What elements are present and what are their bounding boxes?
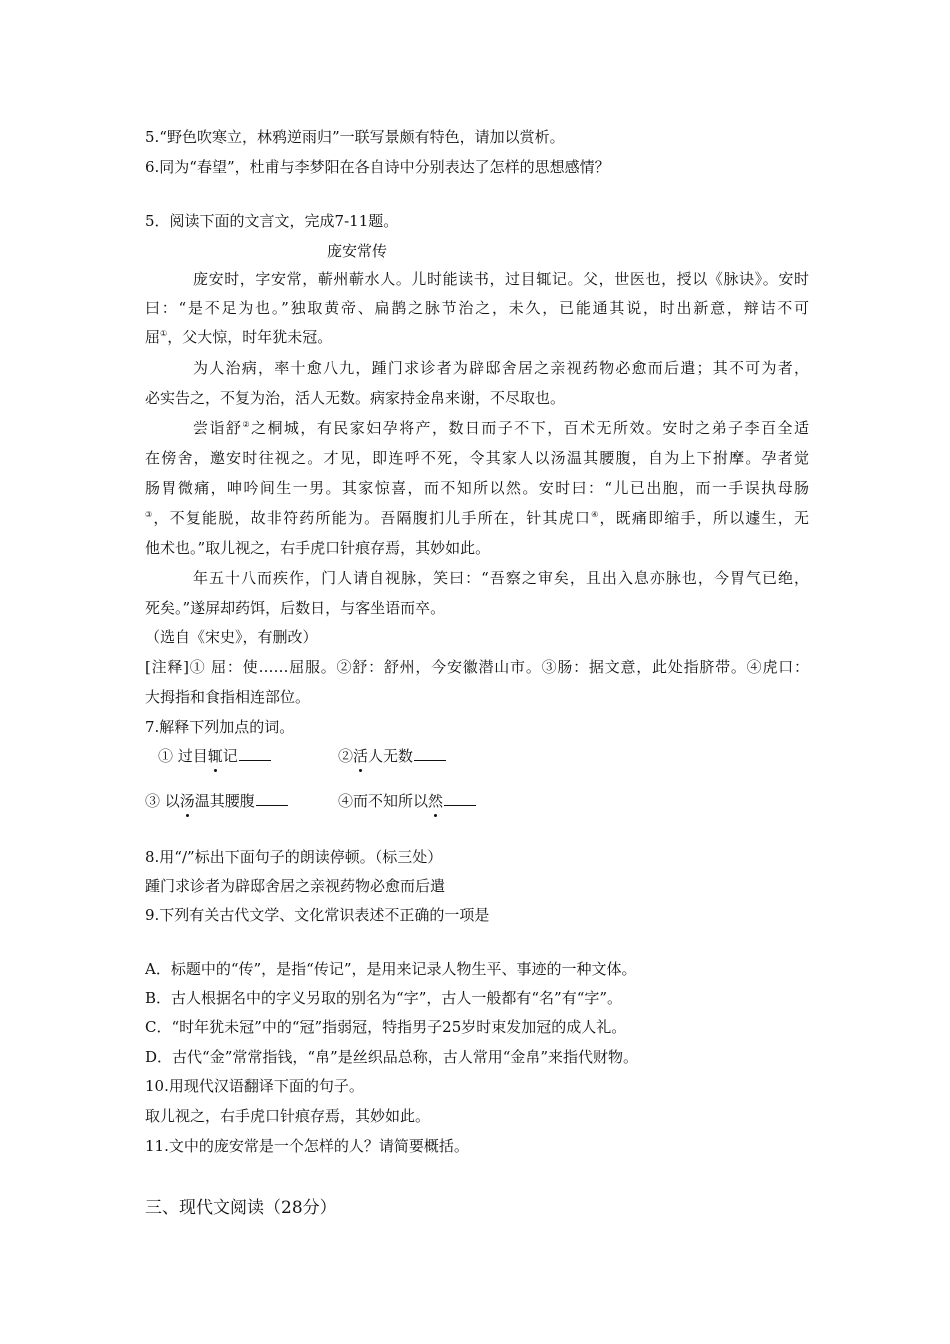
text-run: 人无数: [368, 747, 414, 765]
text-run: 温其腰腹: [194, 792, 255, 810]
option-d: D．古代“金”常常指钱，“帛”是丝织品总称，古人常用“金帛”来指代财物。: [145, 1048, 639, 1066]
paragraph-line: [145, 326, 332, 348]
question-6-poem: 6.同为“春望”，杜甫与李梦阳在各自诗中分别表达了怎样的思想感情？: [145, 158, 610, 176]
option-a: A．标题中的“传”，是指“传记”，是用来记录人物生平、事迹的一种文体。: [145, 960, 637, 978]
text-run: 屈: [145, 328, 161, 346]
dotted-word: 活: [353, 747, 369, 765]
option-c: C．“时年犹未冠”中的“冠”指弱冠，特指男子25岁时束发加冠的成人礼。: [145, 1018, 627, 1036]
footnote-marker: ②: [242, 420, 252, 429]
paragraph-line: 庞安时，字安常，蕲州蕲水人。儿时能读书，过目辄记。父，世医也，授以《脉诀》。安时: [193, 270, 809, 288]
q7-item-3: [145, 790, 288, 812]
question-5-poem: 5.“野色吹寒立，林鸦逆雨归”一联写景颇有特色，请加以赏析。: [145, 128, 565, 146]
paragraph-line: 必实告之，不复为治，活人无数。病家持金帛来谢，不尽取也。: [145, 389, 566, 407]
text-run: ① 过目: [158, 747, 208, 765]
dotted-word: 然: [428, 792, 444, 810]
text-run: ，不复能脱，故非符药所能为。吾隔腹扪儿手所在，针其虎口: [153, 509, 592, 527]
question-stem: 10.用现代汉语翻译下面的句子。: [145, 1077, 364, 1095]
source-citation: （选自《宋史》，有删改）: [145, 628, 318, 646]
paragraph-line: [193, 417, 809, 439]
q7-item-1: [158, 745, 271, 767]
passage-title: 庞安常传: [327, 242, 388, 260]
section-heading: 三、现代文阅读（28分）: [145, 1198, 337, 1218]
footnote-marker: ④: [591, 510, 600, 519]
text-run: 之桐城，有民家妇孕将产，数日而子不下，百术无所效。安时之弟子李百全适: [251, 419, 810, 437]
footnote-marker: ①: [160, 329, 168, 338]
paragraph-line: 为人治病，率十愈八九，踵门求诊者为辟邸舍居之亲视药物必愈而后遣；其不可为者，: [193, 359, 809, 377]
text-run: ④而不知所以: [338, 792, 429, 810]
paragraph-line: 肠胃微痛，呻吟间生一男。其家惊喜，而不知所以然。安时曰：“儿已出胞，而一手误执母肠: [145, 479, 809, 497]
answer-blank: [444, 790, 476, 806]
footnote-marker: ③: [145, 510, 154, 519]
q7-item-2: [338, 745, 446, 767]
text-run: ，既痛即缩手，所以遽生，无: [599, 509, 809, 527]
question-11: 11.文中的庞安常是一个怎样的人？请简要概括。: [145, 1137, 469, 1155]
notes-line: 大拇指和食指相连部位。: [145, 688, 311, 706]
notes-line: [注释]① 屈：使……屈服。②舒：舒州，今安徽潜山市。③肠：据文意，此处指脐带。④虎口：: [145, 658, 809, 676]
answer-blank: [239, 745, 271, 761]
paragraph-line: 死矣。”遂屏却药饵，后数日，与客坐语而卒。: [145, 599, 446, 617]
question-stem: 7.解释下列加点的词。: [145, 718, 295, 736]
text-run: ③ 以: [145, 792, 180, 810]
question-sentence: 踵门求诊者为辟邸舍居之亲视药物必愈而后遣: [145, 877, 446, 895]
text-run: ②: [338, 747, 354, 765]
option-b: B．古人根据名中的字义另取的别名为“字”，古人一般都有“名”有“字”。: [145, 989, 623, 1007]
paragraph-line: [145, 507, 809, 529]
dotted-word: 辄: [207, 747, 223, 765]
answer-blank: [414, 745, 446, 761]
part-5-intro: 5．阅读下面的文言文，完成7-11题。: [145, 212, 399, 230]
paragraph-line: 年五十八而疾作，门人请自视脉，笑曰：“吾察之审矣，且出入息亦脉也，今胃气已绝，: [193, 569, 809, 587]
paragraph-line: 曰：“是不足为也。”独取黄帝、扁鹊之脉节治之，未久，已能通其说，时出新意，辩诘不可: [145, 299, 809, 317]
question-stem: 8.用“/”标出下面句子的朗读停顿。（标三处）: [145, 848, 443, 866]
paragraph-line: 在傍舍，邀安时往视之。才见，即连呼不死，令其家人以汤温其腰腹，自为上下拊摩。孕者觉: [145, 449, 809, 467]
q7-item-4: [338, 790, 476, 812]
question-stem: 9.下列有关古代文学、文化常识表述不正确的一项是: [145, 906, 490, 924]
text-run: 尝诣舒: [193, 419, 243, 437]
answer-blank: [256, 790, 288, 806]
question-sentence: 取儿视之，右手虎口针痕存焉，其妙如此。: [145, 1107, 431, 1125]
paragraph-line: 他术也。”取儿视之，右手虎口针痕存焉，其妙如此。: [145, 539, 491, 557]
text-run: ，父大惊，时年犹未冠。: [167, 328, 333, 346]
text-run: 记: [222, 747, 238, 765]
dotted-word: 汤: [179, 792, 195, 810]
